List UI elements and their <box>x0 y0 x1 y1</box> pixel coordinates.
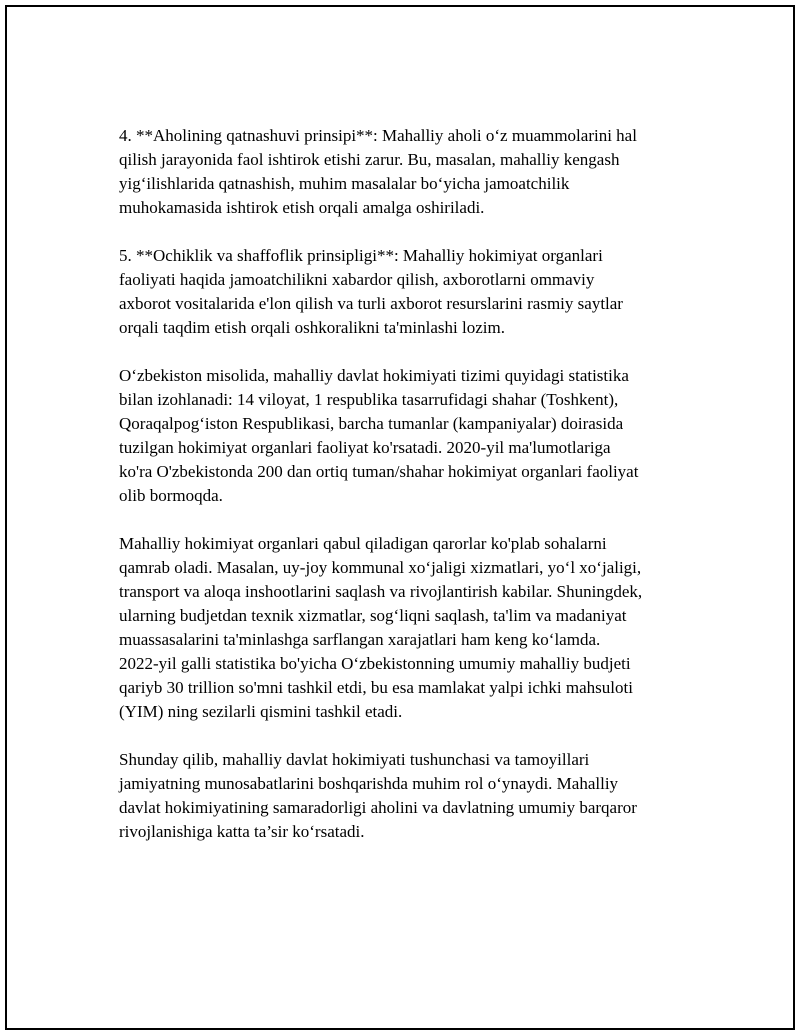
text-line: Shunday qilib, mahalliy davlat hokimiyati tushunchasi va tamoyillari <box>119 750 590 769</box>
paragraph-uzbekistan-statistics <box>119 364 699 508</box>
text-line: qariyb 30 trillion so'mni tashkil etdi, bu esa mamlakat yalpi ichki mahsuloti <box>119 678 633 697</box>
text-line: qilish jarayonida faol ishtirok etishi zarur. Bu, masalan, mahalliy kengash <box>119 150 620 169</box>
text-line: Mahalliy hokimiyat organlari qabul qiladigan qarorlar ko'plab sohalarni <box>119 534 607 553</box>
text-line: jamiyatning munosabatlarini boshqarishda muhim rol o‘ynaydi. Mahalliy <box>119 774 619 793</box>
text-line: yig‘ilishlarida qatnashish, muhim masalalar bo‘yicha jamoatchilik <box>119 174 570 193</box>
text-line: 5. **Ochiklik va shaffoflik prinsipligi**: Mahalliy hokimiyat organlari <box>119 246 603 265</box>
text-line: orqali taqdim etish orqali oshkoralikni ta'minlashi lozim. <box>119 318 505 337</box>
text-line: 2022-yil galli statistika bo'yicha O‘zbekistonning umumiy mahalliy budjeti <box>119 654 631 673</box>
text-line: ularning budjetdan texnik xizmatlar, sog‘liqni saqlash, ta'lim va madaniyat <box>119 606 627 625</box>
text-line: ko'ra O'zbekistonda 200 dan ortiq tuman/shahar hokimiyat organlari faoliyat <box>119 462 639 481</box>
text-line: faoliyati haqida jamoatchilikni xabardor qilish, axborotlarni ommaviy <box>119 270 595 289</box>
text-line: transport va aloqa inshootlarini saqlash va rivojlantirish kabilar. Shuningdek, <box>119 582 643 601</box>
document-body <box>119 124 699 868</box>
paragraph-participation-principle <box>119 124 699 220</box>
text-line: axborot vositalarida e'lon qilish va turli axborot resurslarini rasmiy saytlar <box>119 294 623 313</box>
text-line: (YIM) ning sezilarli qismini tashkil etadi. <box>119 702 403 721</box>
text-line: Qoraqalpog‘iston Respublikasi, barcha tumanlar (kampaniyalar) doirasida <box>119 414 624 433</box>
paragraph-local-decisions <box>119 532 699 724</box>
text-line: muassasalarini ta'minlashga sarflangan xarajatlari ham keng ko‘lamda. <box>119 630 601 649</box>
paragraph-transparency-principle <box>119 244 699 340</box>
text-line: qamrab oladi. Masalan, uy-joy kommunal xo‘jaligi xizmatlari, yo‘l xo‘jaligi, <box>119 558 642 577</box>
text-line: bilan izohlanadi: 14 viloyat, 1 respublika tasarrufidagi shahar (Toshkent), <box>119 390 619 409</box>
text-line: 4. **Aholining qatnashuvi prinsipi**: Mahalliy aholi o‘z muammolarini hal <box>119 126 637 145</box>
paragraph-conclusion <box>119 748 699 844</box>
text-line: davlat hokimiyatining samaradorligi aholini va davlatning umumiy barqaror <box>119 798 637 817</box>
text-line: muhokamasida ishtirok etish orqali amalga oshiriladi. <box>119 198 485 217</box>
text-line: tuzilgan hokimiyat organlari faoliyat ko'rsatadi. 2020-yil ma'lumotlariga <box>119 438 611 457</box>
text-line: O‘zbekiston misolida, mahalliy davlat hokimiyati tizimi quyidagi statistika <box>119 366 629 385</box>
text-line: olib bormoqda. <box>119 486 223 505</box>
document-page <box>5 5 795 1030</box>
text-line: rivojlanishiga katta ta’sir ko‘rsatadi. <box>119 822 365 841</box>
